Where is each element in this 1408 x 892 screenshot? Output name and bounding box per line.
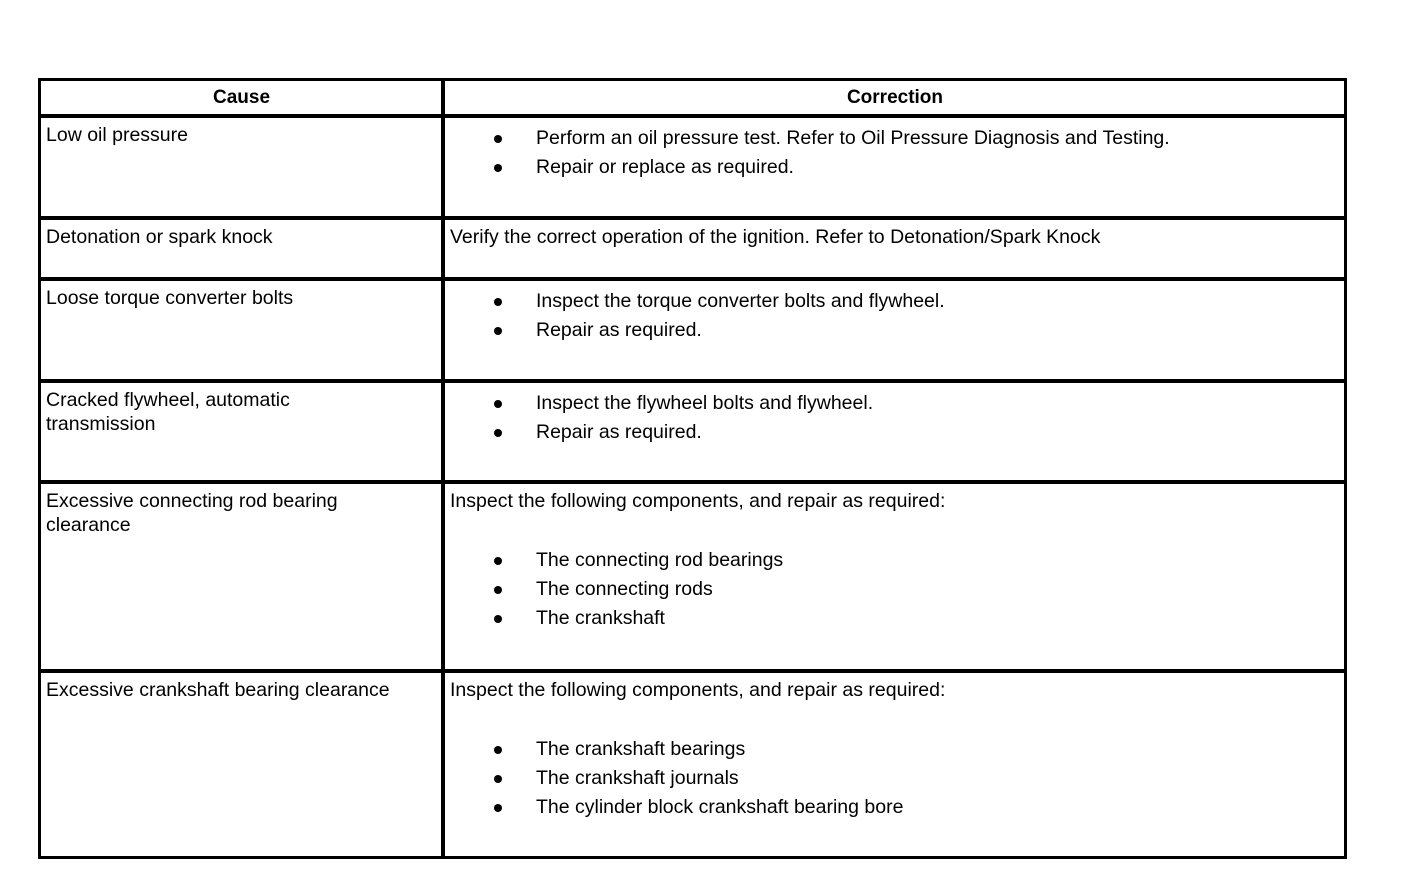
- list-item: [450, 316, 1340, 345]
- correction-list: [450, 287, 1340, 345]
- cause-cell: Loose torque converter bolts: [46, 287, 294, 309]
- list-item: [450, 604, 1340, 633]
- list-item-text: Repair as required.: [536, 319, 702, 341]
- list-item-text: The crankshaft bearings: [536, 738, 746, 760]
- bullet-icon: [494, 746, 502, 754]
- list-item: [450, 546, 1340, 575]
- bullet-icon: [494, 586, 502, 594]
- table-row: [41, 480, 1344, 669]
- list-item-text: Perform an oil pressure test. Refer to Oil Pressure Diagnosis and Testing.: [536, 127, 1170, 149]
- correction-cell: [445, 220, 1344, 277]
- cause-cell: Excessive connecting rod bearing clearance: [46, 490, 338, 536]
- list-item: [450, 764, 1340, 793]
- header-cause: Cause: [212, 87, 271, 108]
- list-item: [450, 575, 1340, 604]
- bullet-icon: [494, 429, 502, 437]
- cause-cell: Excessive crankshaft bearing clearance: [46, 679, 390, 701]
- cause-cell: Low oil pressure: [46, 124, 188, 146]
- table-row: [41, 379, 1344, 480]
- table-row: [41, 216, 1344, 277]
- list-item-text: The crankshaft: [536, 607, 665, 629]
- bullet-icon: [494, 615, 502, 623]
- list-item-text: Repair as required.: [536, 421, 702, 443]
- bullet-icon: [494, 164, 502, 172]
- cause-cell: Cracked flywheel, automatic transmission: [46, 389, 290, 435]
- bullet-icon: [494, 327, 502, 335]
- table-row: [41, 277, 1344, 379]
- correction-intro: Inspect the following components, and repair as required:: [450, 490, 946, 512]
- list-item: [450, 153, 1340, 182]
- correction-cell: [445, 484, 1344, 669]
- cause-cell: Detonation or spark knock: [46, 226, 273, 248]
- list-item-text: Repair or replace as required.: [536, 156, 794, 178]
- list-item-text: Inspect the flywheel bolts and flywheel.: [536, 392, 874, 414]
- list-item: [450, 418, 1340, 447]
- bullet-icon: [494, 400, 502, 408]
- correction-list: [450, 735, 1340, 822]
- correction-cell: [445, 383, 1344, 480]
- list-item-text: The connecting rod bearings: [536, 549, 784, 571]
- table-row: [41, 669, 1344, 856]
- diagnosis-table: [38, 78, 1347, 859]
- column-divider: [441, 81, 445, 856]
- correction-cell: [445, 281, 1344, 379]
- correction-list: [450, 124, 1340, 182]
- correction-cell: [445, 673, 1344, 856]
- correction-text: Verify the correct operation of the ignition. Refer to Detonation/Spark Knock: [450, 226, 1101, 248]
- list-item-text: The connecting rods: [536, 578, 713, 600]
- correction-cell: [445, 118, 1344, 216]
- list-item-text: Inspect the torque converter bolts and flywheel.: [536, 290, 945, 312]
- list-item: [450, 124, 1340, 153]
- list-item-text: The cylinder block crankshaft bearing bore: [536, 796, 904, 818]
- header-correction: Correction: [846, 87, 944, 108]
- list-item: [450, 287, 1340, 316]
- bullet-icon: [494, 775, 502, 783]
- list-item-text: The crankshaft journals: [536, 767, 739, 789]
- bullet-icon: [494, 804, 502, 812]
- correction-list: [450, 389, 1340, 447]
- correction-intro: Inspect the following components, and repair as required:: [450, 679, 946, 701]
- bullet-icon: [494, 557, 502, 565]
- table-header-row: [41, 81, 1344, 114]
- correction-list: [450, 546, 1340, 633]
- list-item: [450, 735, 1340, 764]
- table-row: [41, 114, 1344, 216]
- bullet-icon: [494, 135, 502, 143]
- list-item: [450, 389, 1340, 418]
- list-item: [450, 793, 1340, 822]
- bullet-icon: [494, 298, 502, 306]
